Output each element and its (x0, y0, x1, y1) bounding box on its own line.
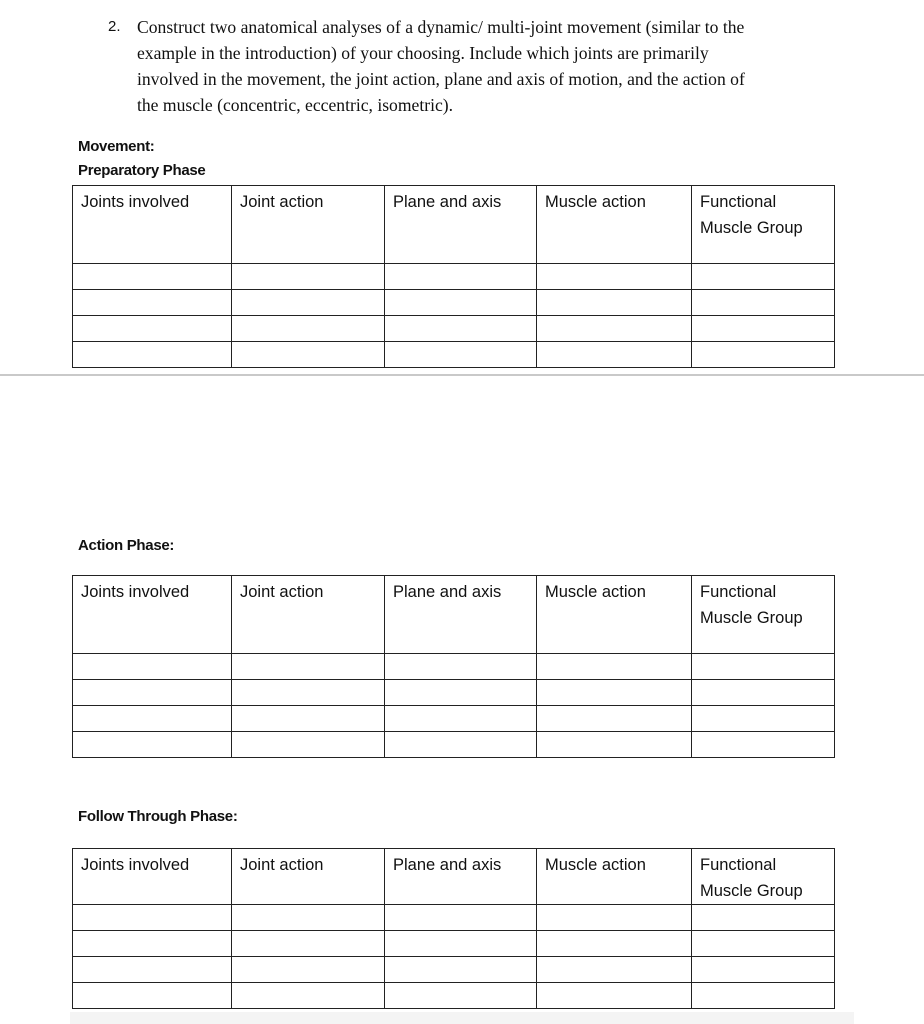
header-joints-involved: Joints involved (73, 186, 232, 264)
question-block (108, 14, 848, 118)
table-cell[interactable] (385, 316, 537, 342)
table-row (73, 654, 835, 680)
table-row (73, 290, 835, 316)
question-line: Construct two anatomical analyses of a dynamic/ multi-joint movement (similar to the (137, 17, 745, 37)
question-line: example in the introduction) of your choosing. Include which joints are primarily (137, 43, 709, 63)
table-cell[interactable] (73, 706, 232, 732)
table-cell[interactable] (537, 983, 692, 1009)
table-cell[interactable] (232, 983, 385, 1009)
table-row (73, 316, 835, 342)
table-row (73, 957, 835, 983)
table-cell[interactable] (232, 732, 385, 758)
header-joint-action: Joint action (232, 576, 385, 654)
table-cell[interactable] (73, 931, 232, 957)
question-text (137, 14, 848, 118)
table-cell[interactable] (73, 290, 232, 316)
header-line: Muscle Group (700, 882, 803, 900)
table-row (73, 983, 835, 1009)
table-cell[interactable] (232, 316, 385, 342)
preparatory-phase-label: Preparatory Phase (78, 162, 206, 179)
table-header-row (73, 186, 835, 264)
table-cell[interactable] (537, 316, 692, 342)
table-cell[interactable] (537, 342, 692, 368)
table-cell[interactable] (692, 342, 835, 368)
table-cell[interactable] (537, 654, 692, 680)
table-cell[interactable] (232, 680, 385, 706)
table-cell[interactable] (73, 983, 232, 1009)
table-cell[interactable] (73, 654, 232, 680)
table-cell[interactable] (385, 290, 537, 316)
table-cell[interactable] (73, 905, 232, 931)
header-muscle-action: Muscle action (537, 576, 692, 654)
table-cell[interactable] (692, 680, 835, 706)
table-cell[interactable] (73, 342, 232, 368)
header-plane-and-axis: Plane and axis (385, 849, 537, 905)
table-cell[interactable] (385, 264, 537, 290)
table-cell[interactable] (692, 264, 835, 290)
table-cell[interactable] (232, 264, 385, 290)
follow-through-phase-label: Follow Through Phase: (78, 808, 238, 825)
table-cell[interactable] (385, 931, 537, 957)
table-cell[interactable] (232, 290, 385, 316)
table-row (73, 905, 835, 931)
table-cell[interactable] (232, 654, 385, 680)
header-functional-muscle-group (692, 849, 835, 905)
header-functional-muscle-group (692, 186, 835, 264)
action-phase-table (72, 575, 835, 758)
table-cell[interactable] (537, 680, 692, 706)
table-cell[interactable] (232, 957, 385, 983)
table-cell[interactable] (73, 264, 232, 290)
header-functional-muscle-group (692, 576, 835, 654)
question-line: the muscle (concentric, eccentric, isometric). (137, 95, 454, 115)
table-cell[interactable] (692, 983, 835, 1009)
page-edge-shadow (70, 1012, 854, 1024)
action-phase-label: Action Phase: (78, 537, 175, 554)
header-line: Functional (700, 193, 777, 211)
table-row (73, 732, 835, 758)
table-cell[interactable] (537, 706, 692, 732)
table-cell[interactable] (385, 905, 537, 931)
header-joint-action: Joint action (232, 186, 385, 264)
header-muscle-action: Muscle action (537, 849, 692, 905)
movement-label: Movement: (78, 138, 155, 155)
table-row (73, 706, 835, 732)
header-joints-involved: Joints involved (73, 849, 232, 905)
table-cell[interactable] (232, 342, 385, 368)
header-muscle-action: Muscle action (537, 186, 692, 264)
header-line: Muscle Group (700, 219, 803, 237)
table-header-row (73, 849, 835, 905)
follow-through-phase-table (72, 848, 835, 1009)
table-row (73, 931, 835, 957)
table-row (73, 342, 835, 368)
table-cell[interactable] (385, 680, 537, 706)
table-cell[interactable] (73, 732, 232, 758)
table-cell[interactable] (385, 342, 537, 368)
table-cell[interactable] (73, 680, 232, 706)
question-line: involved in the movement, the joint action, plane and axis of motion, and the action of (137, 69, 745, 89)
table-cell[interactable] (232, 706, 385, 732)
table-cell[interactable] (692, 732, 835, 758)
header-joints-involved: Joints involved (73, 576, 232, 654)
table-cell[interactable] (537, 290, 692, 316)
preparatory-phase-table (72, 185, 835, 368)
table-cell[interactable] (73, 316, 232, 342)
table-cell[interactable] (692, 957, 835, 983)
table-cell[interactable] (385, 732, 537, 758)
header-plane-and-axis: Plane and axis (385, 576, 537, 654)
table-cell[interactable] (537, 264, 692, 290)
table-cell[interactable] (692, 905, 835, 931)
table-cell[interactable] (385, 706, 537, 732)
table-cell[interactable] (385, 983, 537, 1009)
table-row (73, 264, 835, 290)
table-cell[interactable] (692, 654, 835, 680)
header-line: Muscle Group (700, 609, 803, 627)
header-joint-action: Joint action (232, 849, 385, 905)
table-cell[interactable] (537, 905, 692, 931)
table-cell[interactable] (232, 905, 385, 931)
table-row (73, 680, 835, 706)
table-cell[interactable] (692, 706, 835, 732)
table-cell[interactable] (385, 957, 537, 983)
table-cell[interactable] (537, 957, 692, 983)
table-cell[interactable] (692, 931, 835, 957)
page-break-divider (0, 374, 924, 376)
header-line: Functional (700, 583, 777, 601)
table-cell[interactable] (692, 316, 835, 342)
table-cell[interactable] (232, 931, 385, 957)
table-cell[interactable] (73, 957, 232, 983)
header-line: Functional (700, 856, 777, 874)
table-header-row (73, 576, 835, 654)
table-cell[interactable] (385, 654, 537, 680)
table-cell[interactable] (537, 732, 692, 758)
table-cell[interactable] (537, 931, 692, 957)
question-number: 2. (108, 18, 121, 35)
table-cell[interactable] (692, 290, 835, 316)
header-plane-and-axis: Plane and axis (385, 186, 537, 264)
